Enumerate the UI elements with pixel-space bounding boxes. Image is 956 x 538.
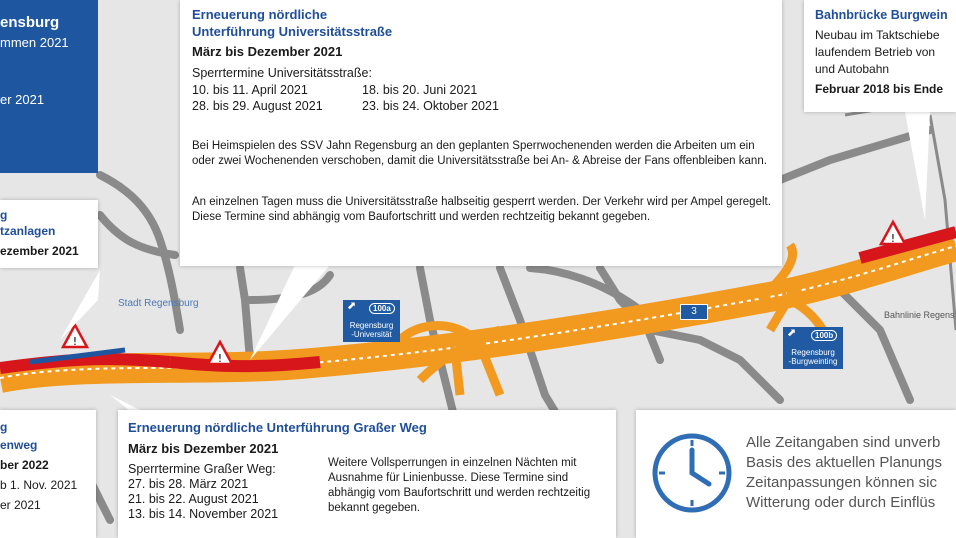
grasser-period: März bis Dezember 2021 [128,441,279,456]
info-box: Alle Zeitangaben sind unverb Basis des aktuellen Planungs Zeitanpassungen können sic Witterung oder durch Einflüs [636,410,956,538]
grasser-note: Weitere Vollsperrungen in einzelnen Nächten mit Ausnahme für Linienbusse. Diese Termine sind abhängig vom Baufortschritt und werden rechtzeitig bekannt gegeben. [328,457,591,514]
left-project-panel: ensburg mmen 2021 er 2021 [0,0,98,173]
closure-date: 21. bis 22. August 2021 [128,492,259,506]
exit-sign-universitaet: ⬈ 100a Regensburg -Universität [343,300,400,342]
closure-date: 23. bis 24. Oktober 2021 [362,99,499,113]
autobahn-number-badge: 3 [680,304,708,320]
university-closures-label: Sperrtermine Universitätsstraße: [192,66,372,80]
university-title-line1: Erneuerung nördliche [192,7,328,22]
closure-date: 27. bis 28. März 2021 [128,477,249,491]
grasser-closures-label: Sperrtermine Graßer Weg: [128,462,276,476]
exit-arrow-icon: ⬈ [787,327,797,339]
railway-bridge-box: Bahnbrücke Burgwein Neubau im Taktschiebe laufendem Betrieb von und Autobahn Februar 2018 bis Ende [804,0,956,112]
bottom-left-box: g enweg ber 2022 b 1. Nov. 2021 er 2021 [0,410,96,538]
exit-arrow-icon: ⬈ [347,300,357,312]
svg-text:!: ! [72,335,78,348]
rail-label: Bahnlinie Regens [884,310,955,320]
closure-date: 13. bis 14. November 2021 [128,507,279,521]
university-note-2: An einzelnen Tagen muss die Universitätsstraße halbseitig gesperrt werden. Der Verkehr wird per Ampel geregelt. Diese Termine sind abhängig vom Baufortschritt und werden rechtzeitig bekannt gegeben. [192,196,771,223]
closure-date: 28. bis 29. August 2021 [192,99,323,113]
svg-text:!: ! [890,232,896,245]
university-underpass-box [180,0,782,266]
svg-text:!: ! [217,352,223,365]
exit-sign-burgweinting: ⬈ 100b Regensburg -Burgweinting [783,327,843,369]
left-project-box: g tzanlagen ezember 2021 [0,200,98,268]
closure-date: 18. bis 20. Juni 2021 [362,83,478,97]
closure-date: 10. bis 11. April 2021 [192,83,308,97]
clock-icon [651,432,733,514]
city-label: Stadt Regensburg [118,298,199,309]
grasser-title: Erneuerung nördliche Unterführung Graßer Weg [128,420,427,435]
university-note-1: Bei Heimspielen des SSV Jahn Regensburg an den geplanten Sperrwochenenden werden die Arbeiten um ein oder zwei Wochenenden verschoben, damit die Universitätsstraße bei An- & Abreise der Fans offenbleiben kann. [192,140,767,167]
grasser-weg-box [118,410,616,538]
university-period: März bis Dezember 2021 [192,44,343,59]
university-title-line2: Unterführung Universitätsstraße [192,24,393,39]
